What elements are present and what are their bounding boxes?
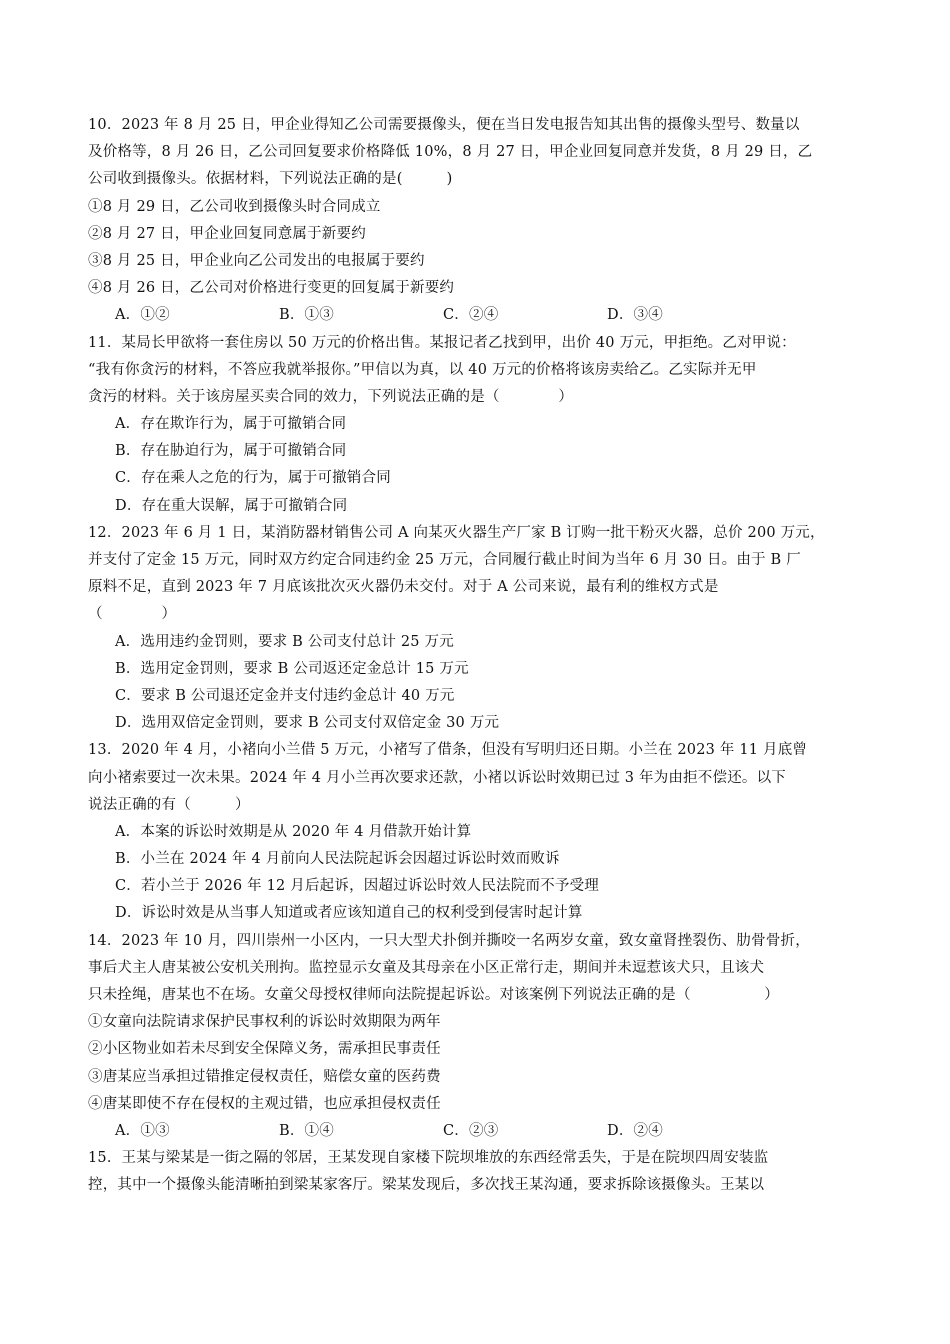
- question-stem-line: 只未拴绳，唐某也不在场。女童父母授权律师向法院提起诉讼。对该案例下列说法正确的是（ ）: [88, 987, 779, 1003]
- question-stem-line: 事后犬主人唐某被公安机关刑拘。监控显示女童及其母亲在小区正常行走，期间并未逗惹该犬只，且该犬: [88, 959, 765, 976]
- question-stem-line: 说法正确的有（ ）: [88, 796, 250, 813]
- option-c: C．存在乘人之危的行为，属于可撤销合同: [115, 470, 391, 487]
- statement-item: ③唐某应当承担过错推定侵权责任，赔偿女童的医药费: [88, 1068, 441, 1085]
- statement-item: ①女童向法院请求保护民事权利的诉讼时效期限为两年: [88, 1014, 441, 1031]
- question-stem-line: 13．2020 年 4 月，小褚向小兰借 5 万元，小褚写了借条，但没有写明归还日期。小兰在 2023 年 11 月底曾: [88, 742, 808, 759]
- statement-item: ①8 月 29 日，乙公司收到摄像头时合同成立: [88, 198, 381, 215]
- option-c: C．要求 B 公司退还定金并支付违约金总计 40 万元: [115, 687, 455, 704]
- question-stem-line: （ ）: [88, 606, 177, 623]
- question-stem-line: 控，其中一个摄像头能清晰拍到梁某家客厅。梁某发现后，多次找王某沟通，要求拆除该摄像头。王某以: [88, 1177, 765, 1194]
- choice-d: D．②④: [607, 1122, 663, 1139]
- question-stem-line: “我有你贪污的材料，不答应我就举报你。”甲信以为真，以 40 万元的价格将该房卖给乙。乙实际并无甲: [88, 361, 757, 378]
- statement-item: ②小区物业如若未尽到安全保障义务，需承担民事责任: [88, 1041, 441, 1058]
- option-b: B．选用定金罚则，要求 B 公司返还定金总计 15 万元: [115, 660, 469, 677]
- choice-b: B．①④: [279, 1122, 334, 1139]
- question-14: [88, 928, 870, 1146]
- statement-item: ③8 月 25 日，甲企业向乙公司发出的电报属于要约: [88, 252, 425, 269]
- question-stem-line: 12．2023 年 6 月 1 日，某消防器材销售公司 A 向某灭火器生产厂家 B 订购一批干粉灭火器，总价 200 万元，: [88, 524, 825, 541]
- option-d: D．存在重大误解，属于可撤销合同: [115, 497, 348, 514]
- choice-row: [88, 302, 870, 329]
- question-stem-line: 向小褚索要过一次未果。2024 年 4 月小兰再次要求还款，小褚以诉讼时效期已过 3 年为由拒不偿还。以下: [88, 769, 786, 786]
- statement-item: ④唐某即使不存在侵权的主观过错，也应承担侵权责任: [88, 1095, 441, 1112]
- option-b: B．小兰在 2024 年 4 月前向人民法院起诉会因超过诉讼时效而败诉: [115, 851, 560, 868]
- question-stem-line: 10．2023 年 8 月 25 日，甲企业得知乙公司需要摄像头，便在当日发电报告知其出售的摄像头型号、数量以: [88, 117, 800, 133]
- choice-c: C．②④: [443, 307, 499, 324]
- question-stem-line: 公司收到摄像头。依据材料，下列说法正确的是( ): [88, 171, 453, 188]
- question-stem-line: 并支付了定金 15 万元，同时双方约定合同违约金 25 万元，合同履行截止时间为当年 6 月 30 日。由于 B 厂: [88, 552, 801, 568]
- choice-d: D．③④: [607, 307, 663, 324]
- question-stem-line: 11．某局长甲欲将一套住房以 50 万元的价格出售。某报记者乙找到甲，出价 40 万元，甲拒绝。乙对甲说：: [88, 334, 796, 351]
- option-a: A．选用违约金罚则，要求 B 公司支付总计 25 万元: [115, 633, 454, 650]
- choice-a: A．①②: [115, 307, 170, 324]
- option-d: D．选用双倍定金罚则，要求 B 公司支付双倍定金 30 万元: [115, 715, 500, 732]
- statement-item: ②8 月 27 日，甲企业回复同意属于新要约: [88, 225, 366, 242]
- choice-c: C．②③: [443, 1122, 499, 1139]
- question-11: [88, 330, 870, 520]
- question-12: [88, 520, 870, 738]
- option-a: A．存在欺诈行为，属于可撤销合同: [115, 416, 347, 433]
- question-stem-line: 及价格等，8 月 26 日，乙公司回复要求价格降低 10%，8 月 27 日，甲企业回复同意并发货，8 月 29 日，乙: [88, 144, 813, 161]
- question-stem-line: 15．王某与梁某是一街之隔的邻居，王某发现自家楼下院坝堆放的东西经常丢失，于是在院坝四周安装监: [88, 1150, 769, 1167]
- question-15: [88, 1145, 870, 1199]
- option-a: A．本案的诉讼时效期是从 2020 年 4 月借款开始计算: [115, 823, 472, 840]
- option-b: B．存在胁迫行为，属于可撤销合同: [115, 443, 347, 460]
- statement-item: ④8 月 26 日，乙公司对价格进行变更的回复属于新要约: [88, 280, 455, 297]
- option-c: C．若小兰于 2026 年 12 月后起诉，因超过诉讼时效人民法院而不予受理: [115, 878, 599, 895]
- choice-row: [88, 1118, 870, 1145]
- question-stem-line: 原料不足，直到 2023 年 7 月底该批次灭火器仍未交付。对于 A 公司来说，最有利的维权方式是: [88, 579, 719, 596]
- question-list: [88, 112, 870, 1200]
- choice-b: B．①③: [279, 307, 334, 324]
- question-stem-line: 贪污的材料。关于该房屋买卖合同的效力，下列说法正确的是（ ）: [88, 388, 574, 405]
- question-stem-line: 14．2023 年 10 月，四川崇州一小区内，一只大型犬扑倒并撕咬一名两岁女童，致女童肾挫裂伤、肋骨骨折，: [88, 932, 810, 949]
- question-13: [88, 737, 870, 927]
- question-10: [88, 112, 870, 330]
- choice-a: A．①③: [115, 1122, 170, 1139]
- option-d: D．诉讼时效是从当事人知道或者应该知道自己的权利受到侵害时起计算: [115, 905, 583, 922]
